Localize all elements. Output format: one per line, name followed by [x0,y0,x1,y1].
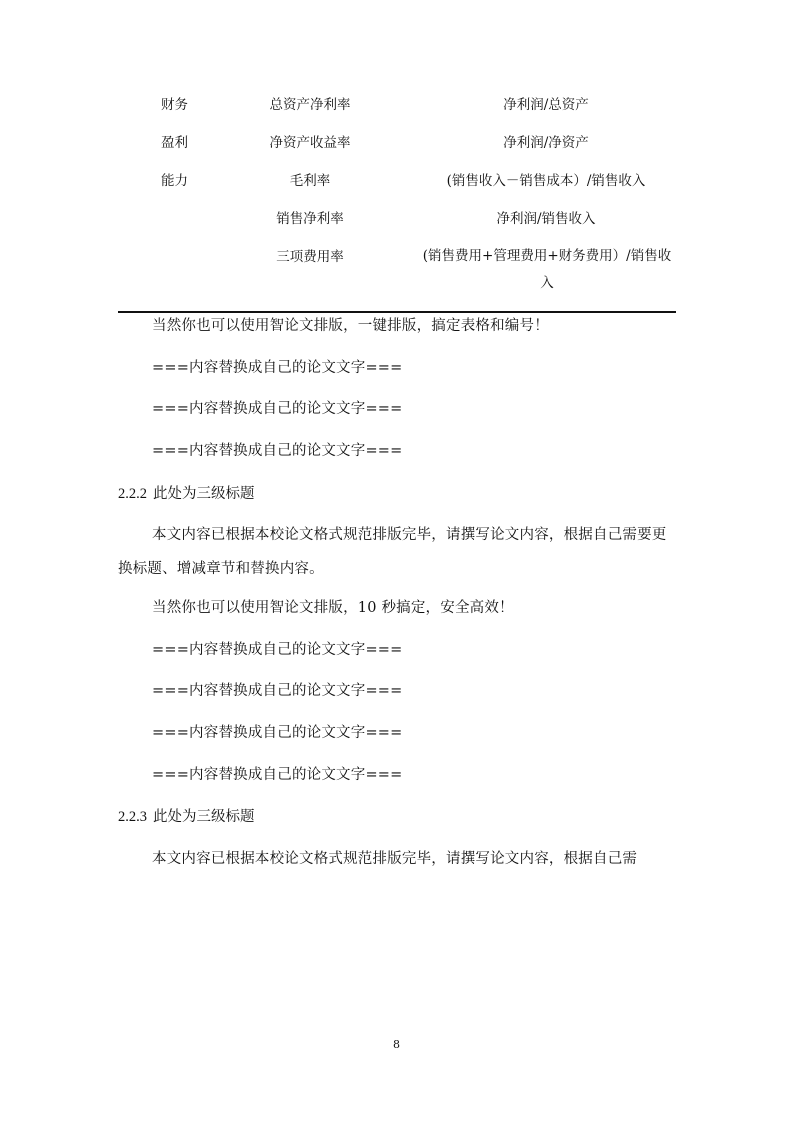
table-indicator: 三项费用率 [276,249,344,265]
table-formula: (销售费用+管理费用+财务费用）/销售收入 [422,248,672,291]
table-formula: (销售收入－销售成本）/销售收入 [446,173,646,189]
section-number: 2.2.2 [118,486,147,502]
placeholder-line: ===内容替换成自己的论文文字=== [152,401,403,417]
table-bottom-rule [118,311,676,313]
table-indicator: 毛利率 [289,173,331,189]
paragraph: 本文内容已根据本校论文格式规范排版完毕，请撰写论文内容，根据自己需要更换标题、增减章节和替换内容。 [118,527,667,577]
section-heading [118,485,255,503]
placeholder-line: ===内容替换成自己的论文文字=== [152,360,403,376]
placeholder-line: ===内容替换成自己的论文文字=== [152,683,403,699]
page-number: 8 [393,1038,400,1051]
paragraph: 当然你也可以使用智论文排版，10 秒搞定，安全高效！ [152,600,514,616]
section-title: 此处为三级标题 [153,486,255,502]
placeholder-line: ===内容替换成自己的论文文字=== [152,443,403,459]
placeholder-line: ===内容替换成自己的论文文字=== [152,642,403,658]
table-formula: 净利润/净资产 [503,135,589,151]
section-number: 2.2.3 [118,809,147,825]
table-indicator: 总资产净利率 [269,97,351,113]
placeholder-line: ===内容替换成自己的论文文字=== [152,767,403,783]
table-category-line-3: 能力 [161,173,188,189]
section-heading [118,808,255,826]
paragraph: 当然你也可以使用智论文排版，一键排版，搞定表格和编号！ [152,318,549,334]
placeholder-line: ===内容替换成自己的论文文字=== [152,725,403,741]
table-formula: 净利润/总资产 [503,97,589,113]
paragraph: 本文内容已根据本校论文格式规范排版完毕，请撰写论文内容，根据自己需 [152,851,638,867]
table-indicator: 销售净利率 [276,211,344,227]
table-category-line-1: 财务 [161,97,188,113]
table-category-line-2: 盈利 [161,135,188,151]
section-title: 此处为三级标题 [153,809,255,825]
table-formula: 净利润/销售收入 [496,211,596,227]
table-indicator: 净资产收益率 [269,135,351,151]
